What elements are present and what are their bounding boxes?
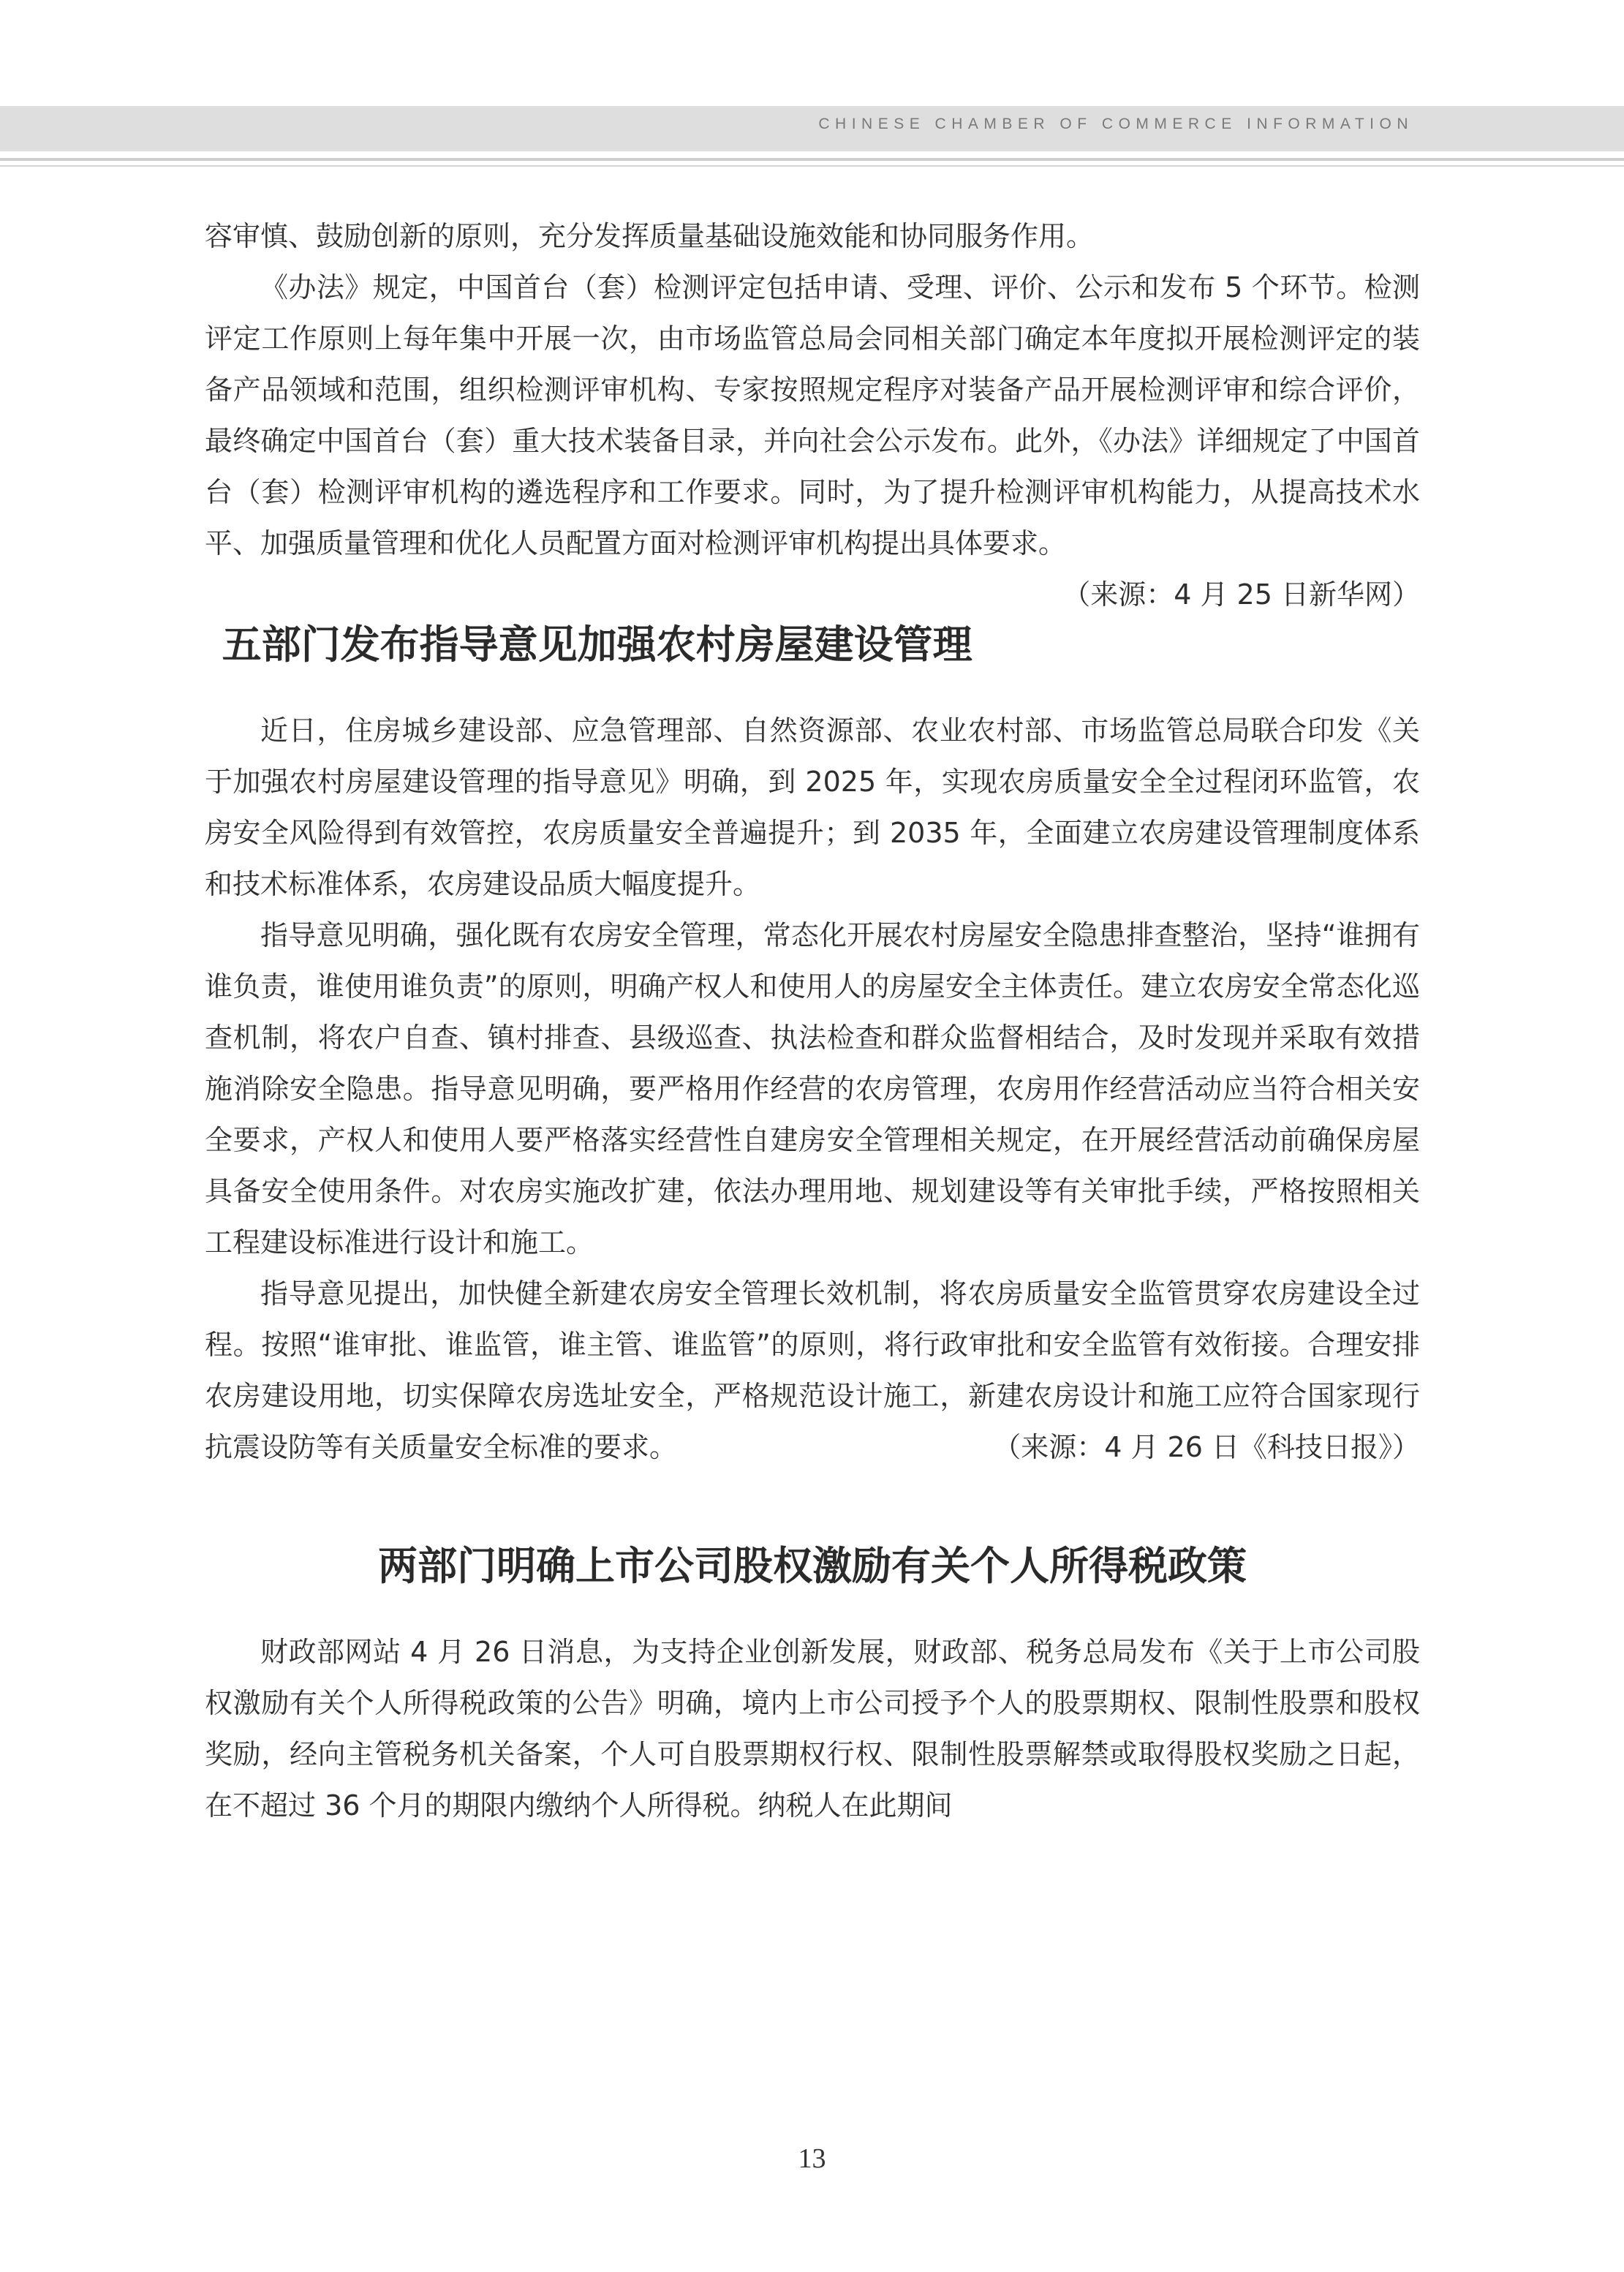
page-content [205,211,1420,1831]
article-equity-incentive-tax [205,1537,1420,1831]
article-title: 五部门发布指导意见加强农村房屋建设管理 [222,622,972,668]
article-continued [205,211,1420,611]
paragraph: 指导意见明确，强化既有农房安全管理，常态化开展农村房屋安全隐患排查整治，坚持“谁拥有谁负责，谁使用谁负责”的原则，明确产权人和使用人的房屋安全主体责任。建立农房安全常态化巡查机制，将农户自查、镇村排查、县级巡查、执法检查和群众监督相结合，及时发现并采取有效措施消除安全隐患。指导意见明确，要严格用作经营的农房管理，农房用作经营活动应当符合相关安全要求，产权人和使用人要严格落实经营性自建房安全管理相关规定，在开展经营活动前确保房屋具备安全使用条件。对农房实施改扩建，依法办理用地、规划建设等有关审批手续，严格按照相关工程建设标准进行设计和施工。 [205,919,1420,1258]
header-rule-thin [0,165,1624,167]
header-rule [0,158,1624,161]
article-source: （来源：4 月 26 日《科技日报》） [993,1431,1420,1463]
paragraph: 容审慎、鼓励创新的原则，充分发挥质量基础设施效能和协同服务作用。 [205,220,1095,252]
paragraph [205,1268,1420,1473]
article-source: （来源：4 月 25 日新华网） [1062,578,1420,611]
paragraph-text: 《办法》规定，中国首台（套）检测评定包括申请、受理、评价、公示和发布 5 个环节。检测评定工作原则上每年集中开展一次，由市场监管总局会同相关部门确定本年度拟开展检测评定的装备产品领域和范围，组织检测评审机构、专家按照规定程序对装备产品开展检测评审和综合评价，最终确定中国首台（套）重大技术装备目录，并向社会公示发布。此外，《办法》详细规定了中国首台（套）检测评审机构的遴选程序和工作要求。同时，为了提升检测评审机构能力，从提高技术水平、加强质量管理和优化人员配置方面对检测评审机构提出具体要求。 [205,271,1420,559]
paragraph [205,262,1420,611]
header-banner: CHINESE CHAMBER OF COMMERCE INFORMATION [818,116,1413,132]
article-title: 两部门明确上市公司股权激励有关个人所得税政策 [378,1543,1247,1589]
paragraph: 财政部网站 4 月 26 日消息，为支持企业创新发展，财政部、税务总局发布《关于上市公司股权激励有关个人所得税政策的公告》明确，境内上市公司授予个人的股票期权、限制性股票和股权奖励，经向主管税务机关备案，个人可自股票期权行权、限制性股票解禁或取得股权奖励之日起，在不超过 36 个月的期限内缴纳个人所得税。纳税人在此期间 [205,1636,1420,1822]
paragraph-text: 指导意见提出，加快健全新建农房安全管理长效机制，将农房质量安全监管贯穿农房建设全过程。按照“谁审批、谁监管，谁主管、谁监管”的原则，将行政审批和安全监管有效衔接。合理安排农房建设用地，切实保障农房选址安全，严格规范设计施工，新建农房设计和施工应符合国家现行抗震设防等有关质量安全标准的要求。 [205,1277,1420,1463]
page-number: 13 [798,2143,826,2174]
paragraph: 近日，住房城乡建设部、应急管理部、自然资源部、农业农村部、市场监管总局联合印发《关于加强农村房屋建设管理的指导意见》明确，到 2025 年，实现农房质量安全全过程闭环监管，农房安全风险得到有效管控，农房质量安全普遍提升；到 2035 年，全面建立农房建设管理制度体系和技术标准体系，农房建设品质大幅度提升。 [205,714,1420,900]
article-rural-housing [205,616,1420,1473]
